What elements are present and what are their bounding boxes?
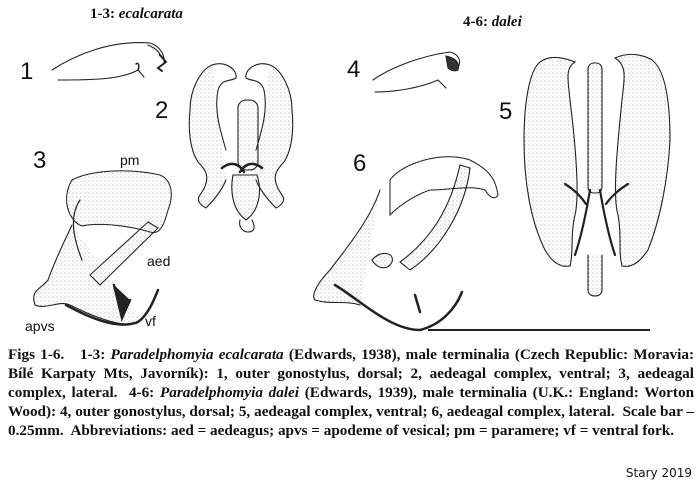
figure-4-gonostylus xyxy=(373,52,460,92)
figure-1-gonostylus xyxy=(52,43,166,80)
figure-number-2: 2 xyxy=(155,97,169,124)
figure-5-aedeagal-complex xyxy=(524,54,670,296)
figure-6-aedeagal-complex-lateral xyxy=(314,157,498,330)
heading-range: 4-6: xyxy=(463,14,488,30)
caption-range-1: 1-3: xyxy=(79,346,106,363)
caption-species-2: Paradelphomyia dalei xyxy=(159,384,300,401)
heading-species: dalei xyxy=(491,14,522,30)
label-apodeme-of-vesical: apvs xyxy=(25,318,55,334)
caption-text-2: (Edwards, 1939), male terminalia (U.K.: England: Worton Wood): 4, outer gonostylus, dorsal; 5, aedeagal complex, ventral; 6, aedeagal complex, lateral. xyxy=(8,384,695,420)
caption-range-2: 4-6: xyxy=(128,384,155,401)
figure-3-aedeagal-complex-lateral xyxy=(34,171,172,325)
label-paramere: pm xyxy=(120,152,140,168)
scale-bar xyxy=(428,329,650,331)
caption-prefix: Figs 1-6. xyxy=(8,346,65,363)
caption-abbreviations: Abbreviations: aed = aedeagus; apvs = apodeme of vesical; pm = paramere; vf = ventral fork. xyxy=(70,422,674,439)
figure-number-5: 5 xyxy=(499,98,513,125)
label-aedeagus: aed xyxy=(147,253,171,269)
heading-range: 1-3: xyxy=(90,6,115,22)
heading-species: ecalcarata xyxy=(118,6,183,22)
figure-number-1: 1 xyxy=(20,58,34,85)
figure-number-6: 6 xyxy=(353,150,367,177)
label-ventral-fork: vf xyxy=(145,313,156,329)
figure-number-4: 4 xyxy=(347,56,361,83)
figure-number-3: 3 xyxy=(33,147,47,174)
figure-caption xyxy=(8,345,694,440)
caption-text-1: (Edwards, 1938), male terminalia (Czech Republic: Moravia: Bílé Karpaty Mts, Javorník): 1, outer gonostylus, dorsal; 2, aedeagal complex, ventral; 3, aedeagal complex, lateral. xyxy=(8,346,695,401)
credit-text: Stary 2019 xyxy=(625,466,692,480)
caption-scale: Scale bar – 0.25mm. xyxy=(8,403,695,439)
caption-species-1: Paradelphomyia ecalcarata xyxy=(110,346,284,363)
figure-2-aedeagal-complex xyxy=(189,64,292,232)
